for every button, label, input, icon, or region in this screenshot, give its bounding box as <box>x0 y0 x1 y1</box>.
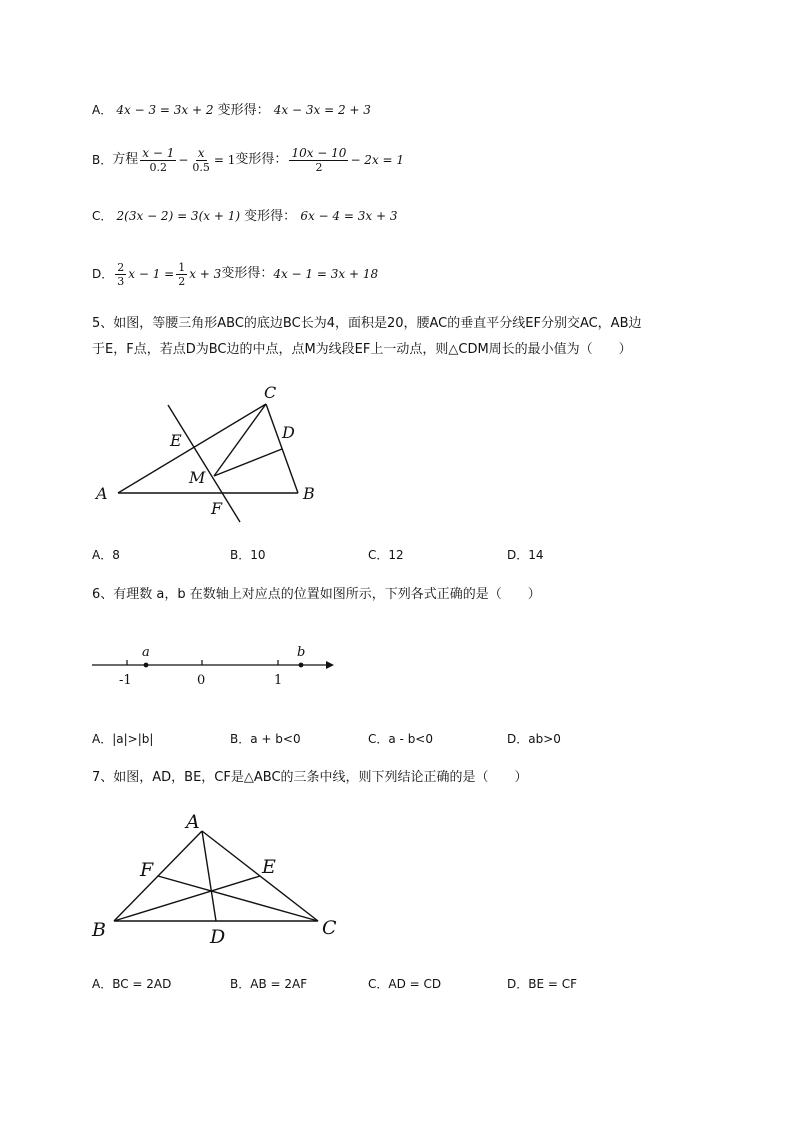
q7-option-c: C．AD = CD <box>368 977 442 991</box>
segment-ac <box>202 831 318 921</box>
q7-option-d: D．BE = CF <box>507 977 578 991</box>
label-f: F <box>140 859 154 881</box>
tick-label-minus-1: -1 <box>119 673 132 688</box>
q6-option-a: A．|a|>|b| <box>92 732 154 746</box>
segment-md <box>214 449 282 476</box>
fraction: $\frac{2}{3}$ <box>117 260 125 288</box>
fraction: $\frac{x}{0.5}$ <box>192 145 210 174</box>
label-d: D <box>282 423 295 442</box>
q7-option-a: A．BC = 2AD <box>92 977 172 991</box>
q6-option-b: B．a + b<0 <box>230 732 301 746</box>
label-c: C <box>264 383 277 402</box>
label-a: A <box>96 484 108 503</box>
q7-option-b: B．AB = 2AF <box>230 977 308 991</box>
q4-option-c: C． 2(3x − 2) = 3(x + 1) 变形得： 6x − 4 = 3x + 3 <box>92 209 398 224</box>
q6-text: 6、有理数 a，b 在数轴上对应点的位置如图所示，下列各式正确的是（ ） <box>92 587 541 602</box>
label-a: a <box>142 645 150 660</box>
q5-text-line2: 于E，F点，若点D为BC边的中点，点M为线段EF上一动点，则△CDM周长的最小值为（ ） <box>92 342 632 357</box>
segment-cm <box>214 404 266 476</box>
q5-option-a: A．8 <box>92 548 120 562</box>
label-a: A <box>186 811 200 833</box>
tick-label-0: 0 <box>197 673 206 688</box>
q5-text-line1: 5、如图，等腰三角形ABC的底边BC长为4，面积是20，腰AC的垂直平分线EF分别交AC，AB边 <box>92 316 642 331</box>
q6-option-d: D．ab>0 <box>507 732 561 746</box>
segment-ac <box>118 404 266 493</box>
axis-arrow-icon <box>326 661 334 669</box>
median-ad <box>202 831 216 921</box>
label-f: F <box>211 499 223 518</box>
label-e: E <box>262 856 276 878</box>
segment-ba <box>114 831 202 921</box>
label-d: D <box>210 926 226 948</box>
label-c: C <box>322 917 337 939</box>
label-b: B <box>92 919 106 941</box>
q4-option-d: D． $\frac{2}{3}$ x − 1 = $\frac{1}{2}$ x + 3 变形得： 4x − 1 = 3x + 18 <box>92 260 379 288</box>
q7-text: 7、如图，AD，BE，CF是△ABC的三条中线，则下列结论正确的是（ ） <box>92 770 528 785</box>
q4-option-b: B． 方程 $\frac{x - 1}{0.2}$ − $\frac{x}{0.5}$ = 1 变形得： $\frac{10x - 10}{2}$ − 2x = 1 <box>92 145 405 174</box>
label-e: E <box>170 431 182 450</box>
point-a <box>144 663 149 668</box>
q5-option-b: B．10 <box>230 548 266 562</box>
line-ef <box>168 405 240 522</box>
label-b: B <box>303 484 315 503</box>
q6-option-c: C．a - b<0 <box>368 732 433 746</box>
label-m: M <box>189 468 206 487</box>
q5-option-c: C．12 <box>368 548 404 562</box>
fraction: $\frac{x - 1}{0.2}$ <box>142 145 175 174</box>
label-b: b <box>297 645 306 660</box>
point-b <box>299 663 304 668</box>
q4-option-a: A． 4x − 3 = 3x + 2 变形得： 4x − 3x = 2 + 3 <box>92 103 371 118</box>
tick-label-1: 1 <box>274 673 283 688</box>
median-be <box>114 876 260 921</box>
segment-cb <box>266 404 298 493</box>
fraction: $\frac{10x - 10}{2}$ <box>291 145 347 174</box>
fraction: $\frac{1}{2}$ <box>178 260 186 288</box>
median-cf <box>158 876 318 921</box>
q5-option-d: D．14 <box>507 548 544 562</box>
